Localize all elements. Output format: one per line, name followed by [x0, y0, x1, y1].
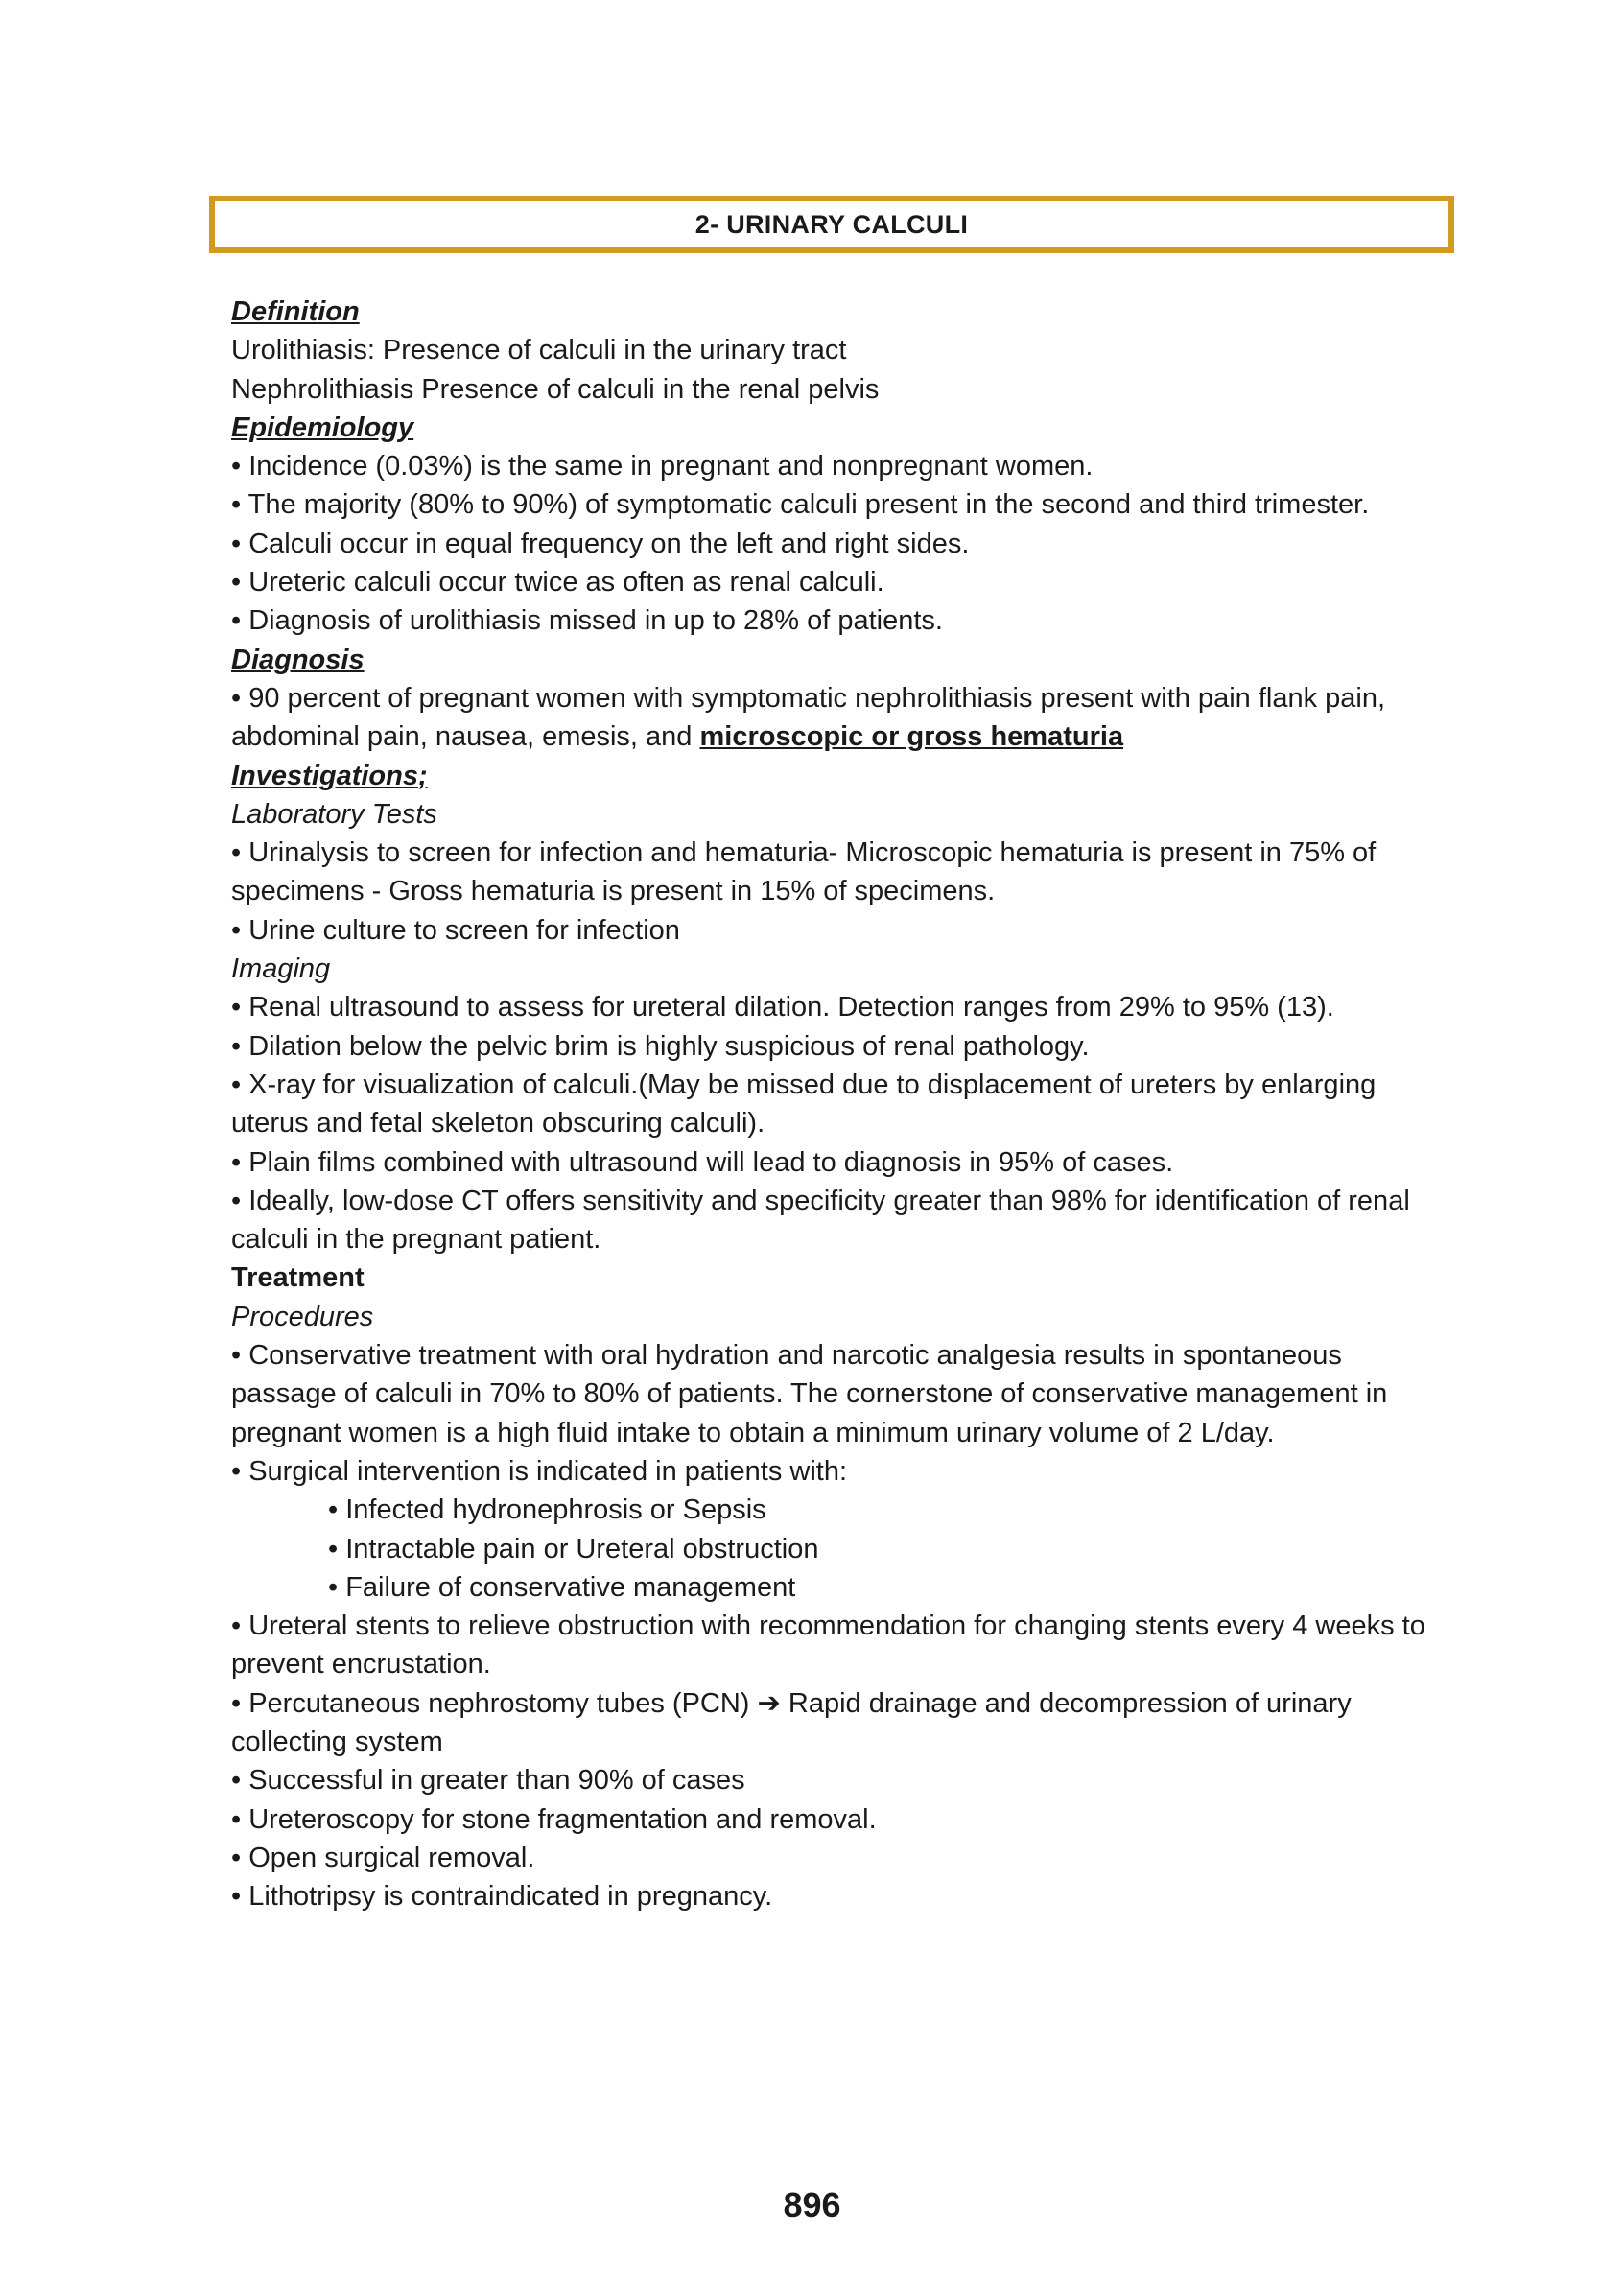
investigations-heading-line [231, 757, 1442, 795]
diagnosis-text: • 90 percent of pregnant women with symptomatic nephrolithiasis present with pain flank pain, abdominal pain, nausea, emesis, and [231, 682, 1386, 753]
investigations-heading-suffix: ; [418, 760, 428, 791]
treatment-bullet: • Surgical intervention is indicated in patients with: [231, 1455, 848, 1487]
section-title: 2- URINARY CALCULI [694, 209, 969, 239]
treatment-bullet: • Ureteroscopy for stone fragmentation and removal. [231, 1803, 877, 1835]
imaging-bullet: • Dilation below the pelvic brim is highly suspicious of renal pathology. [231, 1030, 1090, 1062]
epidemiology-heading: Epidemiology [231, 412, 414, 443]
pcn-rest: Rapid drainage and decompression of urinary collecting system [231, 1687, 1352, 1757]
epidemiology-bullet: • The majority (80% to 90%) of symptomatic calculi present in the second and third trimester. [231, 489, 1370, 521]
pcn-text: • Percutaneous nephrostomy tubes (PCN) [231, 1687, 758, 1719]
epidemiology-bullet: • Diagnosis of urolithiasis missed in up to 28% of patients. [231, 605, 943, 637]
surgical-indication-item: • Intractable pain or Ureteral obstruction [328, 1533, 819, 1564]
lab-bullet: • Urine culture to screen for infection [231, 914, 680, 946]
right-arrow-icon: ➔ [757, 1687, 781, 1719]
imaging-bullet: • Plain films combined with ultrasound will lead to diagnosis in 95% of cases. [231, 1146, 1174, 1178]
diagnosis-heading: Diagnosis [231, 644, 365, 675]
treatment-bullet: • Ureteral stents to relieve obstruction with recommendation for changing stents every 4 weeks to prevent encrustation. [231, 1611, 1425, 1681]
diagnosis-paragraph [231, 679, 1442, 757]
lab-bullet: • Urinalysis to screen for infection and hematuria- Microscopic hematuria is present in 75% of specimens - Gross hematuria is present in 15% of specimens. [231, 837, 1377, 907]
epidemiology-bullet: • Ureteric calculi occur twice as often as renal calculi. [231, 567, 884, 599]
page-content [231, 293, 1442, 1916]
procedures-subheading: Procedures [231, 1301, 374, 1332]
definition-heading: Definition [231, 296, 360, 327]
investigations-heading: Investigations [231, 760, 418, 791]
section-title-box [209, 196, 1454, 253]
lab-tests-subheading: Laboratory Tests [231, 798, 437, 830]
treatment-bullet: • Open surgical removal. [231, 1842, 535, 1873]
imaging-bullet: • Ideally, low-dose CT offers sensitivity and specificity greater than 98% for identification of renal calculi in the pregnant patient. [231, 1185, 1410, 1256]
imaging-bullet: • Renal ultrasound to assess for ureteral dilation. Detection ranges from 29% to 95% (13). [231, 992, 1334, 1023]
treatment-heading: Treatment [231, 1262, 365, 1294]
diagnosis-emphasis: microscopic or gross hematuria [699, 721, 1124, 753]
epidemiology-bullet: • Calculi occur in equal frequency on the left and right sides. [231, 528, 970, 559]
imaging-subheading: Imaging [231, 953, 331, 985]
imaging-bullet: • X-ray for visualization of calculi.(May be missed due to displacement of ureters by enlarging uterus and fetal skeleton obscuring calculi). [231, 1069, 1377, 1140]
definition-line: Urolithiasis: Presence of calculi in the urinary tract [231, 335, 847, 366]
treatment-bullet: • Conservative treatment with oral hydration and narcotic analgesia results in spontaneous passage of calculi in 70% to 80% of patients. The cornerstone of conservative management in pregnant women is a high fluid intake to obtain a minimum urinary volume of 2 L/day. [231, 1340, 1388, 1448]
surgical-indication-item: • Failure of conservative management [328, 1571, 796, 1603]
treatment-bullet: • Lithotripsy is contraindicated in pregnancy. [231, 1881, 773, 1913]
treatment-bullet: • Successful in greater than 90% of cases [231, 1765, 745, 1797]
epidemiology-bullet: • Incidence (0.03%) is the same in pregnant and nonpregnant women. [231, 451, 1094, 482]
definition-line: Nephrolithiasis Presence of calculi in the renal pelvis [231, 373, 880, 405]
surgical-indication-item: • Infected hydronephrosis or Sepsis [328, 1494, 766, 1526]
pcn-bullet [231, 1684, 1442, 1762]
page-number: 896 [783, 2185, 841, 2224]
